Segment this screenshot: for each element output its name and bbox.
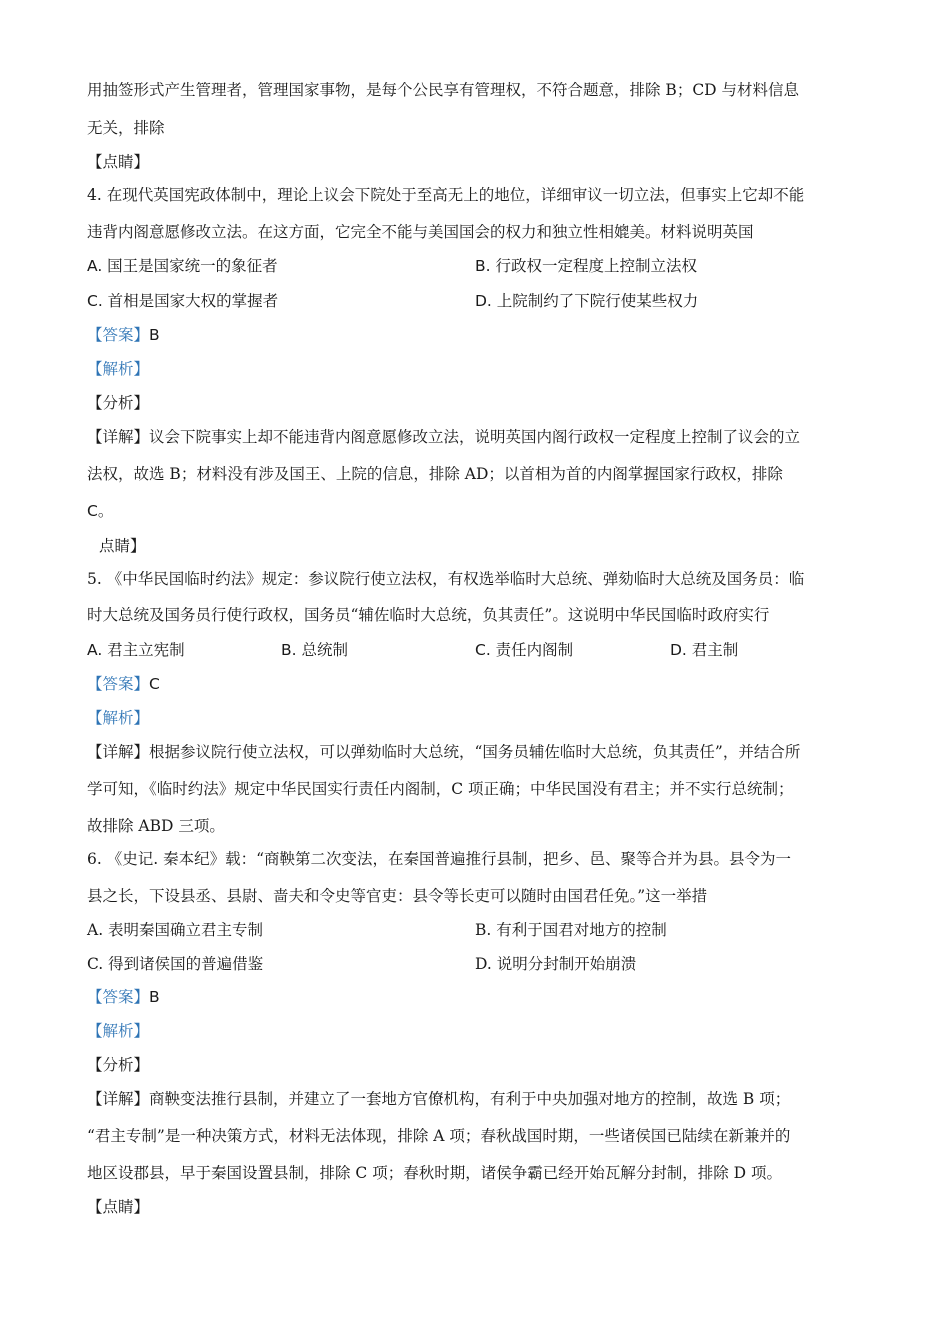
q4-option-d: D. 上院制约了下院行使某些权力 [475,292,699,310]
q5-stem-line2: 时大总统及国务员行使行政权，国务员“辅佐临时大总统，负其责任”。这说明中华民国临时政府实行 [87,606,770,624]
q6-answer [87,986,160,1008]
q6-detail-line1: 【详解】商鞅变法推行县制，并建立了一套地方官僚机构，有利于中央加强对地方的控制，故选 B 项； [87,1090,791,1108]
q4-stem-line2: 违背内阁意愿修改立法。在这方面，它完全不能与美国国会的权力和独立性相媲美。材料说明英国 [87,223,754,241]
q6-dianjing-label: 【点睛】 [87,1198,150,1216]
prev-dianjing-label: 【点睛】 [87,153,150,171]
q6-answer-value: B [149,988,160,1006]
q5-detail-line1: 【详解】根据参议院行使立法权，可以弹劾临时大总统，“国务员辅佐临时大总统，负其责任”，并结合所 [87,743,801,761]
q4-dianjing-label: 点睛】 [99,537,146,555]
q6-option-d: D. 说明分封制开始崩溃 [475,955,637,973]
q4-answer [87,324,160,346]
q5-option-c: C. 责任内阁制 [475,641,574,659]
prev-detail-line2: 无关，排除 [87,119,165,137]
q4-answer-label: 【答案】 [87,326,150,344]
q5-detail-line2: 学可知，《临时约法》规定中华民国实行责任内阁制，C 项正确；中华民国没有君主；并不实行总统制； [87,780,794,798]
q5-detail-line3: 故排除 ABD 三项。 [87,817,225,835]
q6-stem-line2: 县之长，下设县丞、县尉、啬夫和令史等官吏：县令等长吏可以随时由国君任免。”这一举措 [87,887,708,905]
q6-option-c: C. 得到诸侯国的普遍借鉴 [87,955,264,973]
q5-answer [87,673,160,695]
q5-jiexi-label: 【解析】 [87,709,150,727]
q6-detail-line2: “君主专制”是一种决策方式，材料无法体现，排除 A 项；春秋战国时期，一些诸侯国已陆续在新兼并的 [87,1127,791,1145]
q6-jiexi-label: 【解析】 [87,1022,150,1040]
q4-fenxi-label: 【分析】 [87,394,150,412]
q4-detail-line2: 法权，故选 B；材料没有涉及国王、上院的信息，排除 AD；以首相为首的内阁掌握国家行政权，排除 [87,465,783,483]
q5-option-b: B. 总统制 [281,641,348,659]
q6-fenxi-label: 【分析】 [87,1056,150,1074]
q5-answer-label: 【答案】 [87,675,150,693]
q5-option-a: A. 君主立宪制 [87,641,185,659]
q4-answer-value: B [149,326,160,344]
q5-answer-value: C [149,675,160,693]
q6-stem-line1: 6. 《史记. 秦本纪》载：“商鞅第二次变法，在秦国普遍推行县制，把乡、邑、聚等合并为县。县令为一 [87,850,791,868]
q6-answer-label: 【答案】 [87,988,150,1006]
q6-detail-line3: 地区设郡县，早于秦国设置县制，排除 C 项；春秋时期，诸侯争霸已经开始瓦解分封制，排除 D 项。 [87,1164,782,1182]
q4-detail-line1: 【详解】议会下院事实上却不能违背内阁意愿修改立法，说明英国内阁行政权一定程度上控制了议会的立 [87,428,801,446]
q4-option-c: C. 首相是国家大权的掌握者 [87,292,279,310]
q5-option-d: D. 君主制 [670,641,739,659]
q6-option-a: A. 表明秦国确立君主专制 [87,921,264,939]
q4-stem-line1: 4. 在现代英国宪政体制中，理论上议会下院处于至高无上的地位，详细审议一切立法，但事实上它却不能 [87,186,805,204]
prev-detail-line1: 用抽签形式产生管理者，管理国家事物，是每个公民享有管理权，不符合题意，排除 B；CD 与材料信息 [87,81,800,99]
q4-option-a: A. 国王是国家统一的象征者 [87,257,278,275]
q6-option-b: B. 有利于国君对地方的控制 [475,921,667,939]
q4-jiexi-label: 【解析】 [87,360,150,378]
q4-option-b: B. 行政权一定程度上控制立法权 [475,257,697,275]
q4-detail-line3: C。 [87,502,114,520]
q5-stem-line1: 5. 《中华民国临时约法》规定：参议院行使立法权，有权选举临时大总统、弹劾临时大总统及国务员：临 [87,570,805,588]
